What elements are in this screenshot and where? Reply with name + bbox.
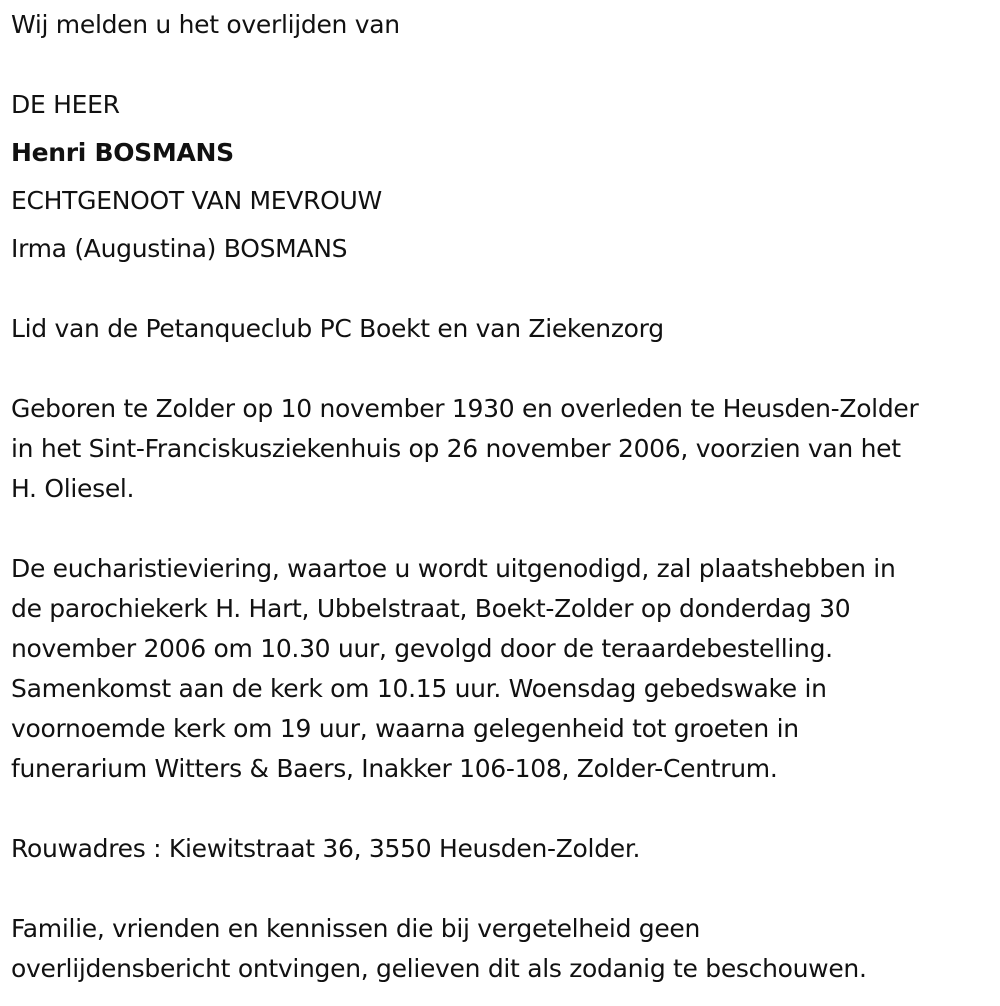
ceremony-line: voornoemde kerk om 19 uur, waarna gelegenheid tot groeten in	[11, 714, 799, 743]
birth-death-line: H. Oliesel.	[11, 474, 135, 503]
closing-line: overlijdensbericht ontvingen, gelieven dit als zodanig te beschouwen.	[11, 954, 867, 983]
closing-line: Familie, vrienden en kennissen die bij vergetelheid geen	[11, 914, 701, 943]
spouse-name: Irma (Augustina) BOSMANS	[11, 234, 348, 263]
intro-line: Wij melden u het overlijden van	[11, 10, 400, 39]
ceremony-line: Samenkomst aan de kerk om 10.15 uur. Woensdag gebedswake in	[11, 674, 827, 703]
deceased-name: Henri BOSMANS	[11, 138, 234, 167]
relation-line: ECHTGENOOT VAN MEVROUW	[11, 186, 382, 215]
ceremony-line: de parochiekerk H. Hart, Ubbelstraat, Boekt-Zolder op donderdag 30	[11, 594, 851, 623]
membership-line: Lid van de Petanqueclub PC Boekt en van Ziekenzorg	[11, 314, 664, 343]
ceremony-line: funerarium Witters & Baers, Inakker 106-108, Zolder-Centrum.	[11, 754, 778, 783]
mourning-address: Rouwadres : Kiewitstraat 36, 3550 Heusden-Zolder.	[11, 834, 641, 863]
birth-death-line: Geboren te Zolder op 10 november 1930 en overleden te Heusden-Zolder	[11, 394, 919, 423]
ceremony-line: november 2006 om 10.30 uur, gevolgd door de teraardebestelling.	[11, 634, 833, 663]
ceremony-line: De eucharistieviering, waartoe u wordt uitgenodigd, zal plaatshebben in	[11, 554, 896, 583]
honorific: DE HEER	[11, 90, 120, 119]
birth-death-line: in het Sint-Franciskusziekenhuis op 26 november 2006, voorzien van het	[11, 434, 901, 463]
